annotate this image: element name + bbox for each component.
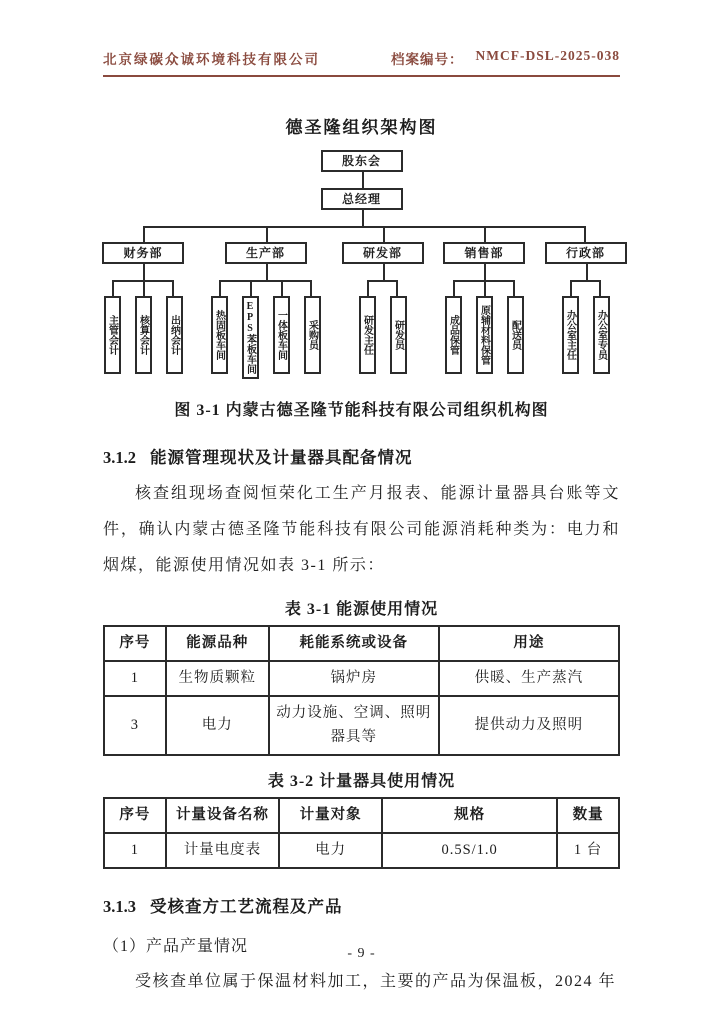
org-chart [103, 150, 620, 379]
org-node-finance-dept [90, 226, 197, 374]
org-box-integrated-board-workshop: 一体板车间 [273, 296, 290, 374]
org-box-office-director: 办公室主任 [562, 296, 579, 374]
org-leaf [128, 280, 159, 374]
org-box-rd-staff: 研发员 [390, 296, 407, 374]
section-heading-312 [103, 444, 620, 468]
cell-quantity: 1 台 [557, 833, 619, 868]
cell-seq: 3 [104, 696, 166, 754]
org-node-sales-dept [431, 226, 538, 374]
org-node-rd-dept [335, 226, 431, 374]
section-title: 受核查方工艺流程及产品 [150, 897, 343, 917]
cell-device-name: 计量电度表 [166, 833, 279, 868]
org-box-sales-dept: 销售部 [443, 242, 525, 264]
org-leaf [297, 280, 328, 374]
col-header: 用途 [439, 626, 619, 661]
org-leaf [204, 280, 235, 374]
cell-object: 电力 [279, 833, 382, 868]
org-leaf [235, 280, 266, 379]
col-header: 序号 [104, 798, 166, 833]
section-number: 3.1.2 [103, 448, 136, 467]
cell-energy-type: 电力 [166, 696, 269, 754]
metering-devices-table [103, 797, 620, 869]
col-header: 计量对象 [279, 798, 382, 833]
section-heading-313 [103, 893, 620, 917]
org-leaf [555, 280, 586, 374]
archive-label: 档案编号： [391, 52, 464, 67]
section-title: 能源管理现状及计量器具配备情况 [150, 448, 413, 467]
cell-energy-type: 生物质颗粒 [166, 661, 269, 696]
figure-caption: 图 3-1 内蒙古德圣隆节能科技有限公司组织机构图 [174, 402, 549, 419]
col-header: 能源品种 [166, 626, 269, 661]
org-node-shareholders [76, 150, 648, 379]
table-row [104, 661, 619, 696]
section-number: 3.1.3 [103, 897, 136, 917]
cell-seq: 1 [104, 661, 166, 696]
org-leaf [438, 280, 469, 374]
archive-number: NMCF-DSL-2025-038 [475, 48, 620, 63]
sub-heading-product-output: （1）产品产量情况 [103, 938, 249, 956]
table-row [104, 833, 619, 868]
org-chart-title: 德圣隆组织架构图 [285, 118, 438, 137]
org-box-rd-dept: 研发部 [342, 242, 424, 264]
org-box-office-specialist: 办公室专员 [593, 296, 610, 374]
cell-system: 动力设施、空调、照明器具等 [269, 696, 439, 754]
col-header: 规格 [382, 798, 557, 833]
org-leaf [586, 280, 617, 374]
org-box-production-dept: 生产部 [225, 242, 307, 264]
org-leaf [159, 280, 190, 374]
table2-title: 表 3-2 计量器具使用情况 [267, 772, 456, 790]
energy-usage-table [103, 625, 620, 756]
col-header: 耗能系统或设备 [269, 626, 439, 661]
org-box-finance-dept: 财务部 [102, 242, 184, 264]
cell-spec: 0.5S/1.0 [382, 833, 557, 868]
page-number: - 9 - [347, 946, 376, 961]
org-leaf [469, 280, 500, 374]
org-box-admin-dept: 行政部 [545, 242, 627, 264]
paragraph-energy-overview: 核查组现场查阅恒荣化工生产月报表、能源计量器具台账等文件，确认内蒙古德圣隆节能科技有限公司能源消耗种类为：电力和烟煤，能源使用情况如表 3-1 所示： [103, 485, 620, 574]
org-box-eps-workshop: EPS苯板车间 [242, 296, 259, 379]
cell-usage: 提供动力及照明 [439, 696, 619, 754]
archive-number-group [391, 48, 620, 68]
org-box-shareholders: 股东会 [321, 150, 403, 172]
org-box-cost-accountant: 核算会计 [135, 296, 152, 374]
page-header [103, 48, 620, 77]
org-leaf [97, 280, 128, 374]
org-node-admin-dept [538, 226, 634, 374]
paragraph-product: 受核查单位属于保温材料加工，主要的产品为保温板，2024 年 [135, 973, 617, 991]
org-leaf [500, 280, 531, 374]
cell-usage: 供暖、生产蒸汽 [439, 661, 619, 696]
col-header: 序号 [104, 626, 166, 661]
table-header-row [104, 626, 619, 661]
org-node-production-dept [197, 226, 335, 379]
org-box-cashier-accountant: 出纳会计 [166, 296, 183, 374]
cell-seq: 1 [104, 833, 166, 868]
cell-system: 锅炉房 [269, 661, 439, 696]
col-header: 数量 [557, 798, 619, 833]
org-box-raw-material-keeper: 原辅材料保管 [476, 296, 493, 374]
org-box-chief-accountant: 主管会计 [104, 296, 121, 374]
org-leaf [352, 280, 383, 374]
org-node-general-manager [83, 188, 641, 379]
table-header-row [104, 798, 619, 833]
table1-title: 表 3-1 能源使用情况 [284, 601, 439, 618]
col-header: 计量设备名称 [166, 798, 279, 833]
org-box-purchaser: 采购员 [304, 296, 321, 374]
org-box-rd-director: 研发主任 [359, 296, 376, 374]
org-box-delivery-staff: 配送员 [507, 296, 524, 374]
org-leaf [266, 280, 297, 374]
org-box-finished-goods-keeper: 成品保管 [445, 296, 462, 374]
company-name: 北京绿碳众诚环境科技有限公司 [103, 52, 320, 67]
table-row [104, 696, 619, 754]
org-box-general-manager: 总经理 [321, 188, 403, 210]
org-box-thermoset-workshop: 热固板车间 [211, 296, 228, 374]
org-leaf [383, 280, 414, 374]
